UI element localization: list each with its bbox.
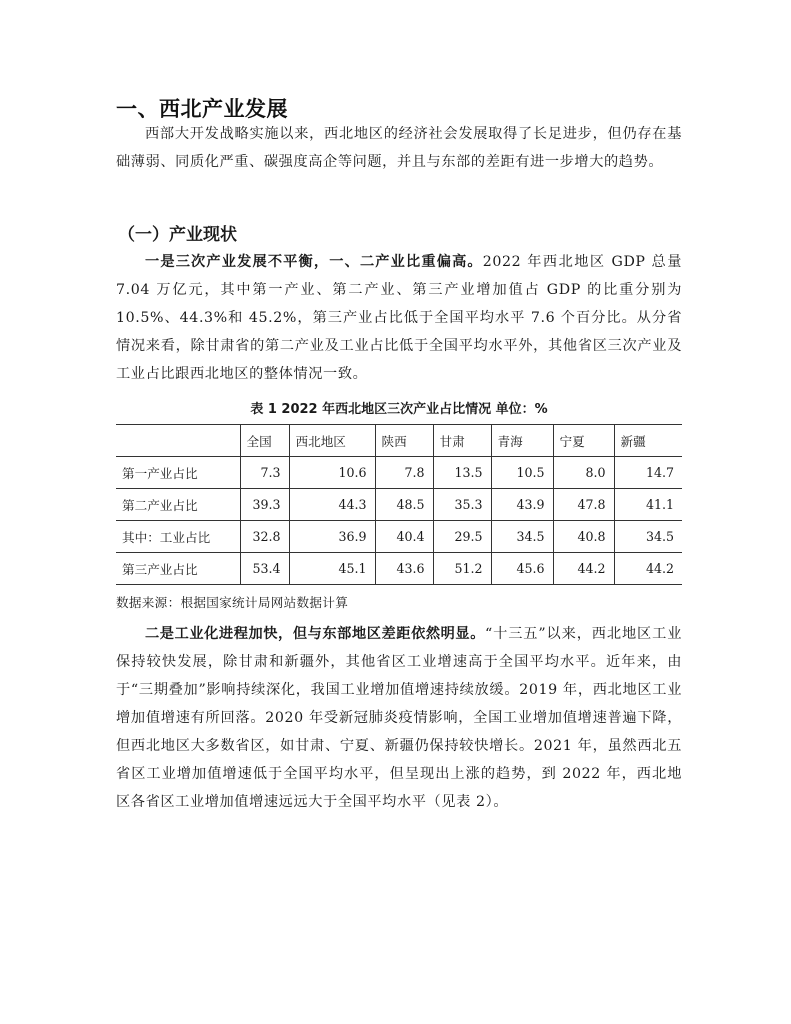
table-cell: 45.6 [491,553,553,585]
table-row [116,521,682,553]
table-cell: 44.2 [553,553,614,585]
table-cell: 40.8 [553,521,614,553]
row-label: 第一产业占比 [116,457,240,489]
table-cell: 47.8 [553,489,614,521]
subsection-title: （一）产业现状 [118,225,237,245]
paragraph-1 [116,248,682,388]
table-cell: 13.5 [433,457,491,489]
table-cell: 45.1 [289,553,375,585]
table-cell: 7.3 [240,457,289,489]
row-label: 第二产业占比 [116,489,240,521]
intro-paragraph: 西部大开发战略实施以来，西北地区的经济社会发展取得了长足进步，但仍存在基础薄弱、同质化严重、碳强度高企等问题，并且与东部的差距有进一步增大的趋势。 [116,126,682,170]
paragraph-1-lead: 一是三次产业发展不平衡，一、二产业比重偏高。 [145,254,483,270]
table-cell: 44.2 [614,553,682,585]
table-cell: 40.4 [375,521,433,553]
table-cell: 35.3 [433,489,491,521]
table-cell: 53.4 [240,553,289,585]
table-cell: 34.5 [491,521,553,553]
paragraph-2-lead: 二是工业化进程加快，但与东部地区差距依然明显。 [145,626,485,642]
header-cell: 甘肃 [433,425,491,457]
table-row [116,553,682,585]
table-cell: 39.3 [240,489,289,521]
header-cell: 宁夏 [553,425,614,457]
table-cell: 48.5 [375,489,433,521]
table-cell: 32.8 [240,521,289,553]
table-cell: 14.7 [614,457,682,489]
table-cell: 29.5 [433,521,491,553]
header-cell: 青海 [491,425,553,457]
table-cell: 10.6 [289,457,375,489]
paragraph-2 [116,620,682,816]
table-cell: 43.6 [375,553,433,585]
table-row [116,457,682,489]
header-cell: 西北地区 [289,425,375,457]
table-cell: 7.8 [375,457,433,489]
row-label: 第三产业占比 [116,553,240,585]
table-cell: 10.5 [491,457,553,489]
table-cell: 41.1 [614,489,682,521]
paragraph-2-body: “十三五”以来，西北地区工业保持较快发展，除甘肃和新疆外，其他省区工业增速高于全国平均水平。近年来，由于“三期叠加”影响持续深化，我国工业增加值增速持续放缓。2019 年，西北地区工业增加值增速有所回落。2020 年受新冠肺炎疫情影响，全国工业增加值增速普遍下降，但西北地区大多数省区，如甘肃、宁夏、新疆仍保持较快增长。2021 年，虽然西北五省区工业增加值增速低于全国平均水平，但呈现出上涨的趋势，到 2022 年，西北地区各省区工业增加值增速远远大于全国平均水平（见表 2）。 [116,626,682,810]
table-cell: 36.9 [289,521,375,553]
table-cell: 34.5 [614,521,682,553]
section-title: 一、西北产业发展 [116,97,288,121]
table-header-row [116,425,682,457]
table-row [116,489,682,521]
table-cell: 51.2 [433,553,491,585]
table-caption: 表 1 2022 年西北地区三次产业占比情况 单位：% [250,402,548,417]
table-cell: 43.9 [491,489,553,521]
header-cell [116,425,240,457]
table-source-note: 数据来源：根据国家统计局网站数据计算 [116,595,349,610]
header-cell: 陕西 [375,425,433,457]
header-cell: 新疆 [614,425,682,457]
paragraph-1-body: 2022 年西北地区 GDP 总量 7.04 万亿元，其中第一产业、第二产业、第三产业增加值占 GDP 的比重分别为 10.5%、44.3%和 45.2%，第三产业占比低于全国平均水平 7.6 个百分比。从分省情况来看，除甘肃省的第二产业及工业占比低于全国平均水平外，其他省区三次产业及工业占比跟西北地区的整体情况一致。 [116,254,682,382]
table-cell: 8.0 [553,457,614,489]
header-cell: 全国 [240,425,289,457]
table-cell: 44.3 [289,489,375,521]
industry-share-table [116,424,682,585]
row-label: 其中：工业占比 [116,521,240,553]
